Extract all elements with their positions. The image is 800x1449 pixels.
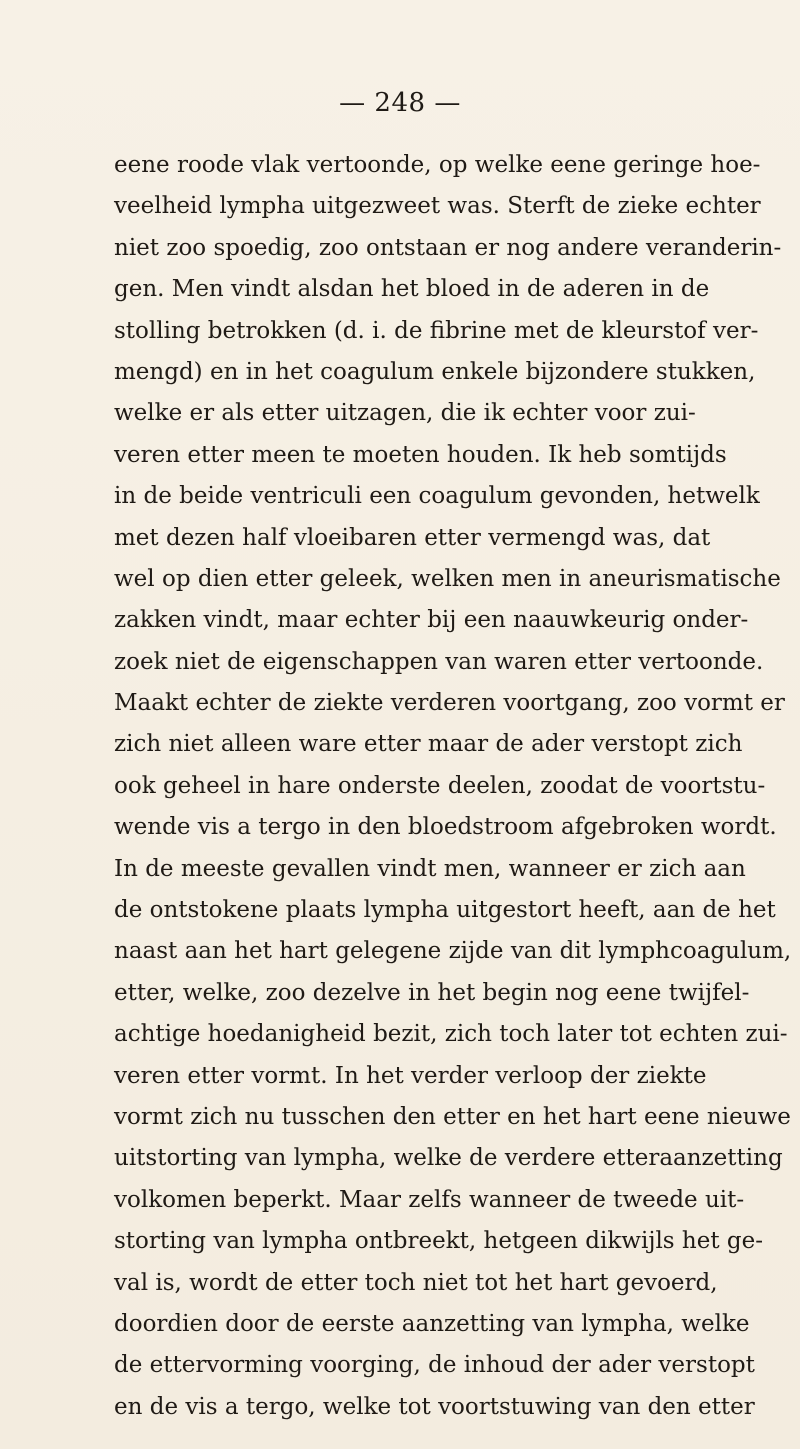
text-line: In de meeste gevallen vindt men, wanneer er zich aan (114, 855, 746, 882)
text-line: doordien door de eerste aanzetting van lympha, welke (114, 1310, 750, 1337)
text-line: de ontstokene plaats lympha uitgestort heeft, aan de het (114, 897, 776, 924)
text-line: zich niet alleen ware etter maar de ader verstopt zich (114, 731, 743, 758)
text-line: veren etter vormt. In het verder verloop der ziekte (114, 1062, 707, 1089)
text-line: naast aan het hart gelegene zijde van dit lymphcoagulum, (114, 938, 792, 965)
text-line: achtige hoedanigheid bezit, zich toch later tot echten zui- (114, 1021, 788, 1048)
text-line: de ettervorming voorging, de inhoud der ader verstopt (114, 1352, 755, 1379)
text-line: volkomen beperkt. Maar zelfs wanneer de tweede uit- (114, 1186, 745, 1213)
text-line: in de beide ventriculi een coagulum gevonden, hetwelk (114, 483, 760, 510)
text-line: eene roode vlak vertoonde, op welke eene geringe hoe- (114, 152, 761, 178)
text-line: veren etter meen te moeten houden. Ik heb somtijds (114, 441, 727, 468)
text-line: en de vis a tergo, welke tot voortstuwing van den etter (114, 1393, 755, 1420)
text-line: niet zoo spoedig, zoo ontstaan er nog andere veranderin- (114, 234, 782, 261)
text-line: mengd) en in het coagulum enkele bijzondere stukken, (114, 358, 756, 385)
text-line: zakken vindt, maar echter bij een naauwkeurig onder- (114, 607, 749, 634)
text-line: vormt zich nu tusschen den etter en het hart eene nieuwe (114, 1103, 791, 1130)
text-line: wel op dien etter geleek, welken men in aneurismatische (114, 565, 781, 592)
text-line: Maakt echter de ziekte verderen voortgang, zoo vormt er (114, 690, 785, 717)
text-line: gen. Men vindt alsdan het bloed in de aderen in de (114, 276, 710, 303)
text-line: veelheid lympha uitgezweet was. Sterft de zieke echter (114, 193, 761, 220)
text-line: wende vis a tergo in den bloedstroom afgebroken wordt. (114, 814, 777, 841)
text-line: zoek niet de eigenschappen van waren etter vertoonde. (114, 648, 764, 675)
text-line: uitstorting van lympha, welke de verdere etteraanzetting (114, 1145, 783, 1172)
text-line: etter, welke, zoo dezelve in het begin nog eene twijfel- (114, 979, 750, 1006)
text-line: welke er als etter uitzagen, die ik echter voor zui- (114, 400, 696, 427)
body-text (114, 145, 792, 1428)
page-number: — 248 — (339, 88, 461, 118)
text-line: storting van lympha ontbreekt, hetgeen dikwijls het ge- (114, 1228, 764, 1255)
text-line: ook geheel in hare onderste deelen, zoodat de voortstu- (114, 772, 766, 799)
text-line: stolling betrokken (d. i. de fibrine met de kleurstof ver- (114, 317, 759, 344)
text-line: met dezen half vloeibaren etter vermengd was, dat (114, 524, 711, 551)
text-line: val is, wordt de etter toch niet tot het hart gevoerd, (114, 1269, 718, 1296)
